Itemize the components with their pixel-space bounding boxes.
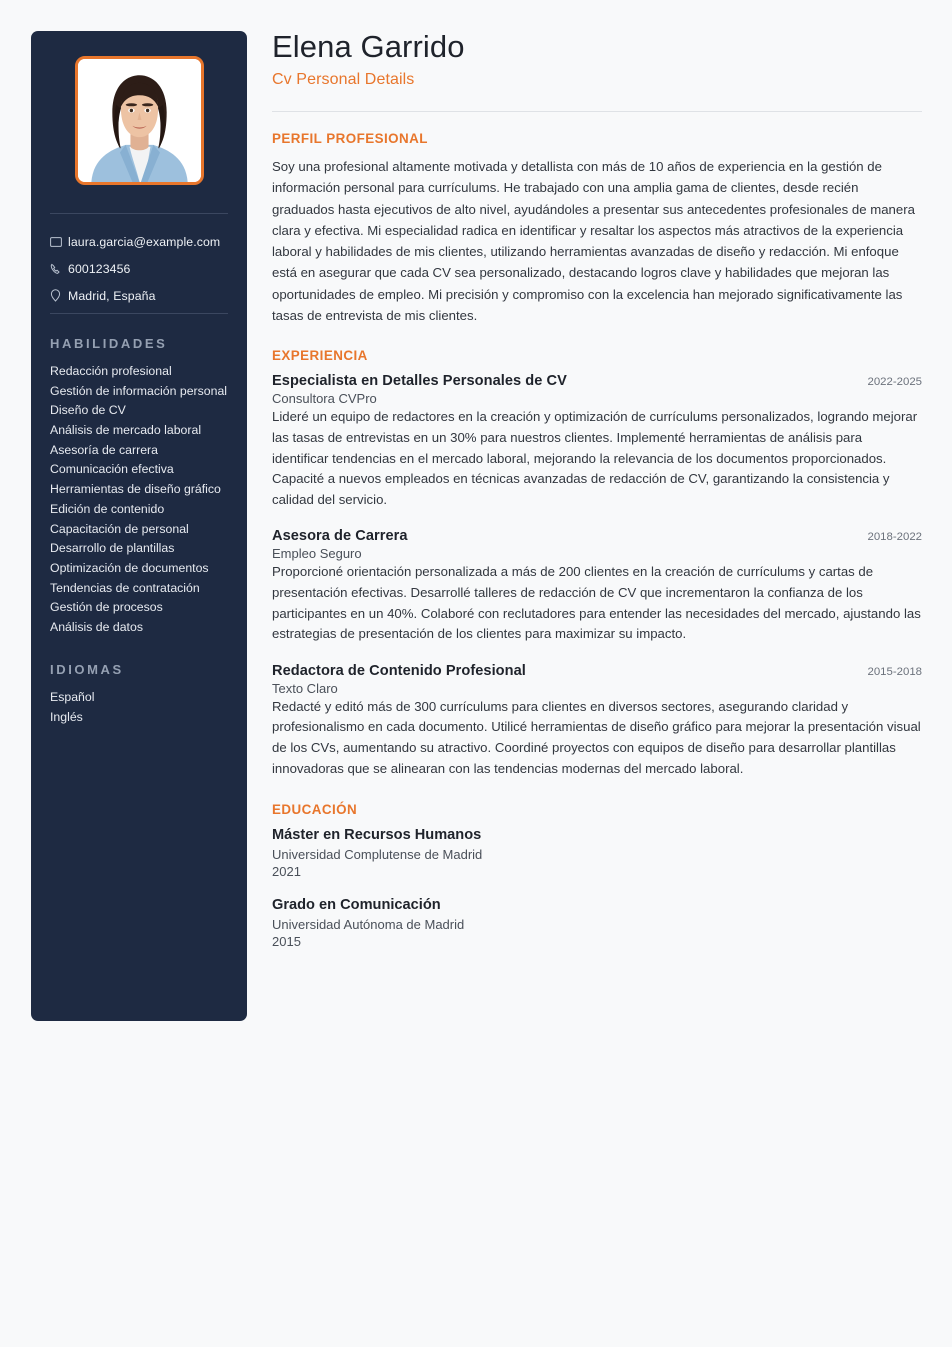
education-entry [272, 827, 922, 880]
location-pin-icon [50, 289, 68, 302]
experience-role: Asesora de Carrera [272, 528, 408, 545]
languages-heading: IDIOMAS [50, 662, 124, 677]
experience-role: Redactora de Contenido Profesional [272, 662, 526, 679]
experience-entry [272, 373, 922, 510]
education-year: 2021 [272, 864, 301, 880]
skill-item: Desarrollo de plantillas [50, 541, 175, 556]
experience-date: 2015-2018 [867, 665, 922, 678]
profile-section [272, 131, 922, 326]
sidebar [31, 31, 247, 1021]
skills-list [50, 364, 235, 635]
education-degree: Grado en Comunicación [272, 897, 441, 914]
education-list [272, 827, 922, 950]
experience-entry-header [272, 663, 922, 679]
education-title: EDUCACIÓN [272, 802, 358, 818]
skill-item: Análisis de mercado laboral [50, 423, 202, 438]
experience-role: Especialista en Detalles Personales de CV [272, 373, 567, 390]
skills-heading: HABILIDADES [50, 336, 168, 351]
contact-location-text: Madrid, España [68, 288, 156, 303]
envelope-icon [50, 237, 68, 247]
phone-icon [50, 263, 68, 275]
profile-title: PERFIL PROFESIONAL [272, 131, 428, 146]
education-entry [272, 897, 922, 950]
experience-description: Lideré un equipo de redactores en la creación y optimización de currículums personalizados, logrando mejorar las tasas de entrevistas en un 30% para nuestros clientes. Implementé herramientas de análisis para identificar tendencias en el mercado laboral, mejorando la relevancia de los documentos proporcionados. Capacité a nuevos empleados en técnicas avanzadas de redacción de CV, garantizando la consistencia y calidad del servicio. [272, 409, 918, 507]
skill-item: Herramientas de diseño gráfico [50, 482, 221, 497]
skill-item: Edición de contenido [50, 501, 165, 516]
education-school: Universidad Autónoma de Madrid [272, 917, 465, 933]
language-item: Inglés [50, 709, 83, 724]
skill-item: Optimización de documentos [50, 560, 209, 575]
contact-phone-text: 600123456 [68, 261, 131, 276]
languages-section [50, 662, 235, 729]
skills-section [50, 336, 235, 640]
sidebar-divider-top [50, 213, 228, 214]
experience-section [272, 348, 922, 779]
page-title: Elena Garrido [272, 29, 465, 64]
experience-entry-header [272, 528, 922, 544]
skill-item: Gestión de información personal [50, 383, 228, 398]
skill-item: Gestión de procesos [50, 600, 163, 615]
education-year: 2015 [272, 934, 301, 950]
avatar [75, 56, 204, 185]
experience-date: 2018-2022 [867, 531, 922, 544]
portrait-photo-icon [78, 59, 201, 182]
education-section [272, 802, 922, 950]
contact-item-email[interactable] [50, 231, 235, 252]
contact-item-location[interactable] [50, 285, 235, 306]
contact-list [50, 231, 235, 312]
skill-item: Análisis de datos [50, 619, 143, 634]
main-content [272, 0, 922, 950]
profile-text: Soy una profesional altamente motivada y detallista con más de 10 años de experiencia en la gestión de información personal para currículums. He trabajado con una amplia gama de clientes, desde recién graduados hasta ejecutivos de alto nivel, ayudándoles a presentar sus antecedentes profesionales de manera clara y efectiva. Mi especialidad radica en identificar y resaltar los aspectos más atractivos de la experiencia laboral y habilidades de mis clientes, utilizando herramientas avanzadas de diseño y redacción. Mi enfoque está en asegurar que cada CV sea personalizado, destacando logros clave y habilidades que mejoran las oportunidades de empleo. Mi precisión y compromiso con la excelencia han mejorado significativamente las tasas de entrevista de mis clientes. [272, 159, 915, 324]
skill-item: Capacitación de personal [50, 521, 189, 536]
sidebar-divider-bottom [50, 313, 228, 314]
experience-entry [272, 528, 922, 644]
experience-title: EXPERIENCIA [272, 348, 368, 364]
skill-item: Diseño de CV [50, 403, 126, 418]
experience-entry [272, 663, 922, 779]
education-school: Universidad Complutense de Madrid [272, 847, 483, 863]
skill-item: Redacción profesional [50, 364, 172, 378]
page-subtitle: Cv Personal Details [272, 71, 415, 88]
experience-date: 2022-2025 [867, 376, 922, 389]
languages-list [50, 690, 235, 725]
skill-item: Asesoría de carrera [50, 442, 158, 457]
experience-description: Redacté y editó más de 300 currículums para clientes en diversos sectores, asegurando claridad y profesionalismo en cada documento. Utilicé herramientas de diseño gráfico para mejorar la presentación visual de los CVs, aumentando su atractivo. Coordiné proyectos con equipos de diseño para desarrollar plantillas innovadoras que se alinearan con las tendencias modernas del mercado laboral. [272, 698, 921, 776]
language-item: Español [50, 690, 95, 704]
education-degree: Máster en Recursos Humanos [272, 827, 482, 844]
experience-company: Consultora CVPro [272, 391, 377, 407]
header-divider [272, 111, 922, 112]
experience-company: Texto Claro [272, 680, 338, 696]
contact-email-text: laura.garcia@example.com [68, 234, 221, 249]
experience-company: Empleo Seguro [272, 546, 362, 562]
skill-item: Tendencias de contratación [50, 580, 200, 595]
experience-entry-header [272, 373, 922, 389]
contact-item-phone[interactable] [50, 258, 235, 279]
skill-item: Comunicación efectiva [50, 462, 174, 477]
experience-description: Proporcioné orientación personalizada a más de 200 clientes en la creación de currículums y cartas de presentación efectivas. Desarrollé talleres de redacción de CV que incrementaron la confianza de los participantes en un 40%. Colaboré con reclutadores para entender las necesidades del mercado, ajustando las estrategias de presentación de los clientes para maximizar su impacto. [272, 564, 921, 642]
experience-list [272, 373, 922, 779]
